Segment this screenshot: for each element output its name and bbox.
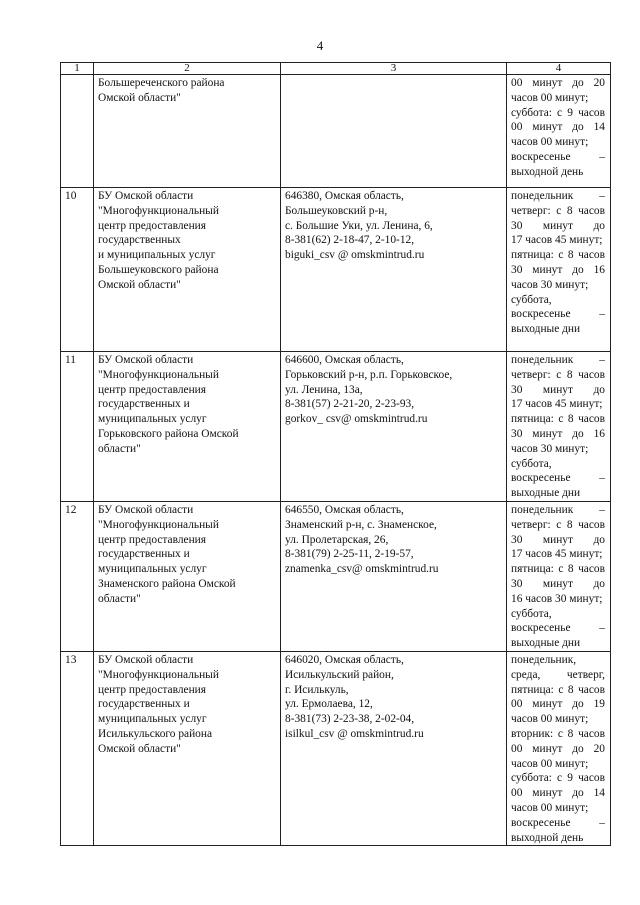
address-line: 8-381(57) 2-21-20, 2-23-93, — [285, 398, 415, 411]
schedule-line: 30 минут до — [511, 577, 605, 590]
schedule-line: 00 минут до 19 — [511, 698, 605, 711]
institution-name-line: Омской области" — [98, 742, 181, 755]
table-row — [61, 651, 611, 845]
schedule-line: 30 минут до 16 — [511, 427, 605, 440]
address-line: 8-381(79) 2-25-11, 2-19-57, — [285, 548, 414, 561]
institution-name-line: "Многофункциональный — [98, 368, 219, 381]
institution-name-line: Знаменского района Омской — [98, 577, 236, 590]
address-cell — [281, 501, 507, 651]
schedule-line: воскресенье – — [511, 816, 605, 829]
address-line: Исилькульский район, — [285, 668, 394, 681]
schedule-line: 00 минут до 14 — [511, 121, 605, 134]
table-body — [61, 75, 611, 846]
address-cell — [281, 352, 507, 502]
institution-name-line: центр предоставления — [98, 683, 207, 696]
schedule-line: выходные дни — [511, 323, 581, 336]
address-line: Большеуковский р-н, — [285, 204, 388, 217]
address-line: gorkov_ csv@ omskmintrud.ru — [285, 413, 428, 426]
row-number — [61, 75, 94, 188]
schedule-line: пятница: с 8 часов — [511, 249, 605, 262]
schedule-line: 17 часов 45 минут; — [511, 398, 603, 411]
schedule-cell — [507, 352, 611, 502]
schedule-line: суббота, — [511, 457, 552, 470]
address-cell — [281, 75, 507, 188]
table-row — [61, 501, 611, 651]
column-header-4: 4 — [507, 63, 611, 75]
institution-name-cell — [94, 352, 281, 502]
schedule-line: выходной день — [511, 165, 584, 178]
institution-name-line: "Многофункциональный — [98, 204, 219, 217]
address-line: 646600, Омская область, — [285, 354, 404, 366]
institution-name-line: области" — [98, 442, 141, 455]
institution-name-cell — [94, 188, 281, 352]
schedule-line: часов 30 минут; — [511, 278, 589, 291]
institution-name-line: "Многофункциональный — [98, 518, 219, 531]
address-line: с. Большие Уки, ул. Ленина, 6, — [285, 219, 433, 232]
schedule-line: суббота, — [511, 607, 552, 620]
schedule-line: 16 часов 30 минут; — [511, 592, 603, 605]
schedule-line: 17 часов 45 минут; — [511, 234, 603, 247]
schedule-line: четверг: с 8 часов — [511, 368, 605, 381]
schedule-line: воскресенье – — [511, 150, 605, 163]
column-header-1: 1 — [61, 63, 94, 75]
address-line: ул. Ленина, 13а, — [285, 383, 363, 396]
schedule-line: 30 минут до 16 — [511, 263, 605, 276]
schedule-line: часов 30 минут; — [511, 442, 589, 455]
address-line: г. Исилькуль, — [285, 683, 349, 696]
schedule-line: понедельник – — [511, 190, 605, 202]
schedule-line: пятница: с 8 часов — [511, 413, 605, 426]
schedule-line: 17 часов 45 минут; — [511, 548, 603, 561]
row-number: 13 — [61, 651, 94, 845]
schedule-line: выходные дни — [511, 637, 581, 650]
page-number: 4 — [316, 38, 324, 53]
address-cell — [281, 188, 507, 352]
schedule-line: пятница: с 8 часов — [511, 683, 605, 696]
table-row — [61, 188, 611, 352]
schedule-line: воскресенье – — [511, 472, 605, 485]
schedule-line: воскресенье – — [511, 308, 605, 321]
schedule-line: четверг: с 8 часов — [511, 518, 605, 531]
address-line: Горьковский р-н, р.п. Горьковское, — [285, 368, 453, 381]
schedule-cell — [507, 651, 611, 845]
schedule-line: суббота, — [511, 293, 552, 306]
institution-name-line: государственных и — [98, 398, 190, 411]
institution-name-line: БУ Омской области — [98, 354, 194, 366]
institution-name-cell — [94, 501, 281, 651]
schedule-line: 30 минут до — [511, 219, 605, 232]
schedule-line: 30 минут до — [511, 533, 605, 546]
schedule-line: суббота: с 9 часов — [511, 106, 605, 119]
institution-name-line: БУ Омской области — [98, 190, 194, 202]
institution-name-line: Большереченского района — [98, 77, 225, 89]
row-number: 12 — [61, 501, 94, 651]
institution-name-line: центр предоставления — [98, 383, 207, 396]
address-line: isilkul_csv @ omskmintrud.ru — [285, 727, 424, 740]
institution-name-line: и муниципальных услуг — [98, 249, 216, 262]
schedule-line: понедельник – — [511, 354, 605, 366]
address-line: Знаменский р-н, с. Знаменское, — [285, 518, 437, 531]
schedule-line: среда, четверг, — [511, 668, 605, 681]
institution-name-line: государственных — [98, 234, 181, 247]
institution-name-line: центр предоставления — [98, 533, 207, 546]
column-header-3: 3 — [281, 63, 507, 75]
schedule-line: выходные дни — [511, 487, 581, 500]
address-line: 646550, Омская область, — [285, 503, 404, 516]
institution-name-line: Омской области" — [98, 91, 181, 104]
address-line: znamenka_csv@ omskmintrud.ru — [285, 563, 439, 576]
address-cell — [281, 651, 507, 845]
schedule-line: четверг: с 8 часов — [511, 204, 605, 217]
schedule-line: часов 00 минут; — [511, 91, 589, 104]
address-line: ул. Пролетарская, 26, — [285, 533, 389, 546]
institution-name-line: Большеуковского района — [98, 263, 219, 276]
schedule-line: 00 минут до 20 — [511, 742, 605, 755]
schedule-cell — [507, 75, 611, 188]
institution-name-line: муниципальных услуг — [98, 413, 207, 426]
schedule-line: понедельник – — [511, 503, 605, 516]
institution-name-line: муниципальных услуг — [98, 563, 207, 576]
schedule-line: воскресенье – — [511, 622, 605, 635]
table-row — [61, 75, 611, 188]
institution-name-line: Исилькульского района — [98, 727, 213, 740]
schedule-line: часов 00 минут; — [511, 757, 589, 770]
institution-name-cell — [94, 75, 281, 188]
institution-name-line: Омской области" — [98, 278, 181, 291]
services-table — [60, 62, 611, 846]
schedule-cell — [507, 501, 611, 651]
schedule-line: 30 минут до — [511, 383, 605, 396]
institution-name-line: Горьковского района Омской — [98, 427, 239, 440]
schedule-line: пятница: с 8 часов — [511, 563, 605, 576]
address-line: 646020, Омская область, — [285, 653, 404, 666]
header-row — [61, 63, 611, 75]
row-number: 11 — [61, 352, 94, 502]
institution-name-line: муниципальных услуг — [98, 713, 207, 726]
institution-name-cell — [94, 651, 281, 845]
schedule-cell — [507, 188, 611, 352]
address-line: 8-381(73) 2-23-38, 2-02-04, — [285, 713, 415, 726]
address-line: 8-381(62) 2-18-47, 2-10-12, — [285, 234, 415, 247]
schedule-line: суббота: с 9 часов — [511, 772, 605, 785]
schedule-line: часов 00 минут; — [511, 713, 589, 726]
schedule-line: 00 минут до 14 — [511, 787, 605, 800]
institution-name-line: БУ Омской области — [98, 503, 194, 516]
column-header-2: 2 — [94, 63, 281, 75]
institution-name-line: государственных и — [98, 698, 190, 711]
table-row — [61, 352, 611, 502]
schedule-line: 00 минут до 20 — [511, 77, 605, 89]
schedule-line: выходной день — [511, 831, 584, 844]
institution-name-line: "Многофункциональный — [98, 668, 219, 681]
institution-name-line: государственных и — [98, 548, 190, 561]
schedule-line: часов 00 минут; — [511, 801, 589, 814]
address-line: biguki_csv @ omskmintrud.ru — [285, 249, 425, 262]
row-number: 10 — [61, 188, 94, 352]
address-line: 646380, Омская область, — [285, 190, 404, 202]
schedule-line: вторник: с 8 часов — [511, 727, 605, 740]
schedule-line: понедельник, — [511, 653, 577, 666]
schedule-line: часов 00 минут; — [511, 136, 589, 149]
institution-name-line: БУ Омской области — [98, 653, 194, 666]
address-line: ул. Ермолаева, 12, — [285, 698, 373, 711]
institution-name-line: области" — [98, 592, 141, 605]
institution-name-line: центр предоставления — [98, 219, 207, 232]
